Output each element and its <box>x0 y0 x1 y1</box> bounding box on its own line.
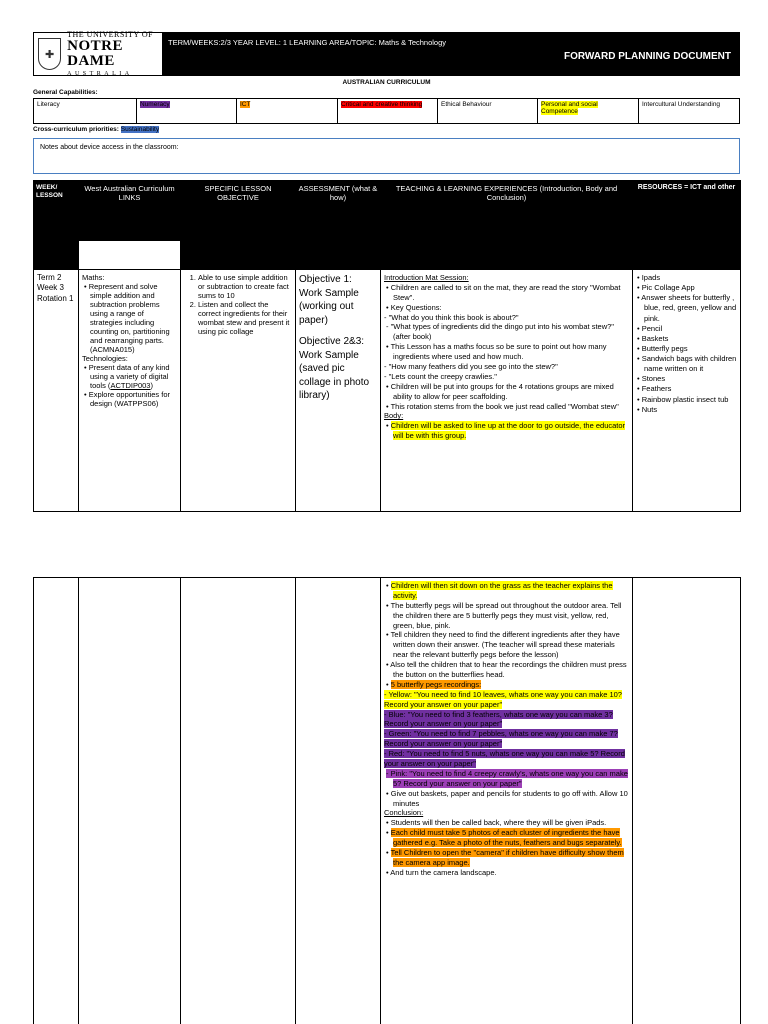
notes-label: Notes about device access in the classroom: <box>40 144 179 151</box>
planning-table <box>33 180 741 512</box>
capability-ict: ICT <box>237 99 338 123</box>
cell-objectives <box>181 270 296 512</box>
cell-teaching: • Children will then sit down on the grass as the teacher explains the activity. • The butterfly pegs will be spread out throughout the outdoor area. Tell the children there are 5 butterfly pegs they must visit, yellow, red, green, blue, pink. • Tell children they need to find the different ingredients after they have written down their answer. (The teacher will spread these materials near the relevant butterfly pegs before the lesson) • Also tell the children that to hear the recordings the children must press the button on the butterflies head. • 5 butterfly pegs recordings: - Yellow: "You need to find 10 leaves, whats one way you can make 10? Record your answer on your paper" - Blue: "You need to find 3 feathers, whats one way you can make 3? Record your answer on your paper" - Green: "You need to find 7 pebbles, whats one way you can make 7? Record your answer on your paper" - Red: "You need to find 5 nuts, whats one way you can make 5? Record your answer on your paper" - Pink: "You need to find 4 creepy crawly's, whats one way you can make 5? Record your answer on your paper" • Give out baskets, paper and pencils for students to go off with. Allow 10 minutes Conclusion: • Students will then be called back, where they will be given iPads. • Each child must take 5 photos of each cluster of ingredients the have gathered e.g. Take a photo of the nuts, feathers and bugs separately. • Tell Children to open the "camera" if children have difficulty show them the camera app image. • And turn the camera landscape. <box>381 578 633 1024</box>
objective-item: 2. Listen and collect the correct ingredients for their wombat stew and present it using pic collage <box>198 300 292 336</box>
capability-personal-social: Personal and social Competence <box>538 99 639 123</box>
cell-objectives <box>181 578 296 1024</box>
capability-numeracy: Numeracy <box>137 99 237 123</box>
capability-intercultural: Intercultural Understanding <box>642 101 721 108</box>
cell-resources <box>633 578 741 1024</box>
cross-curriculum-value: Sustainability <box>120 126 160 133</box>
wa-tech-item: • Present data of any kind using a variety of digital tools (ACTDIP003) <box>84 363 170 390</box>
capability-ethical: Ethical Behaviour <box>438 99 538 123</box>
resource-item: • Rainbow plastic insect tub <box>637 394 729 404</box>
resource-item: • Baskets <box>637 333 669 343</box>
header-teaching: TEACHING & LEARNING EXPERIENCES (Introduction, Body and Conclusion) <box>381 181 633 270</box>
resource-item: • Butterfly pegs <box>637 343 688 353</box>
resource-item: • Nuts <box>637 404 658 414</box>
resource-item: • Feathers <box>637 384 672 394</box>
header-wa: West Australian Curriculum LINKS <box>79 181 181 241</box>
cell-teaching: Introduction Mat Session: • Children are called to sit on the mat, they are read the story "Wombat Stew". • Key Questions: - "What do you think this book is about?" - "What types of ingredients did the dingo put into his wombat stew?" (after book) • This Lesson has a maths focus so be sure to point out how many ingredients where used and how much. - "How many feathers did you see go into the stew?" - "Lets count the creepy crawlies." • Children will be put into groups for the 4 rotations groups are mixed ability to allow for peer scaffolding. • This rotation stems from the book we just read called "Wombat stew" Body: • Children will be asked to line up at the door to go outside, the educator will be with this group. <box>381 270 633 512</box>
wa-tech-item: • Explore opportunities for design (WATPPS06) <box>84 390 171 408</box>
notes-box <box>33 138 740 174</box>
capability-literacy: Literacy <box>34 99 137 123</box>
cell-week <box>34 578 79 1024</box>
objective-item: 1. Able to use simple addition or subtraction to create fact sums to 10 <box>198 273 292 300</box>
crest-icon: ✚ <box>38 38 61 70</box>
document-title: FORWARD PLANNING DOCUMENT <box>563 51 731 62</box>
university-logo <box>34 30 162 77</box>
header-week: WEEK/ LESSON <box>34 181 79 270</box>
header-resources: RESOURCES = ICT and other <box>633 181 741 270</box>
resource-item: • Pic Collage App <box>637 283 695 293</box>
cross-curriculum-label: Cross-curriculum priorities: <box>33 126 119 133</box>
logo-line3: AUSTRALIA <box>67 71 133 77</box>
cell-wa <box>79 578 181 1024</box>
capability-critical-thinking: Critical and creative thinking <box>338 99 438 123</box>
wa-maths-item: • Represent and solve simple addition and subtraction problems using a range of strategies including counting on, partitioning and rearranging parts. (ACMNA015) <box>84 282 170 354</box>
cell-assessment <box>296 270 381 512</box>
term-line: TERM/WEEKS:2/3 YEAR LEVEL: 1 LEARNING AREA/TOPIC: Maths & Technology <box>168 38 447 47</box>
cell-assessment <box>296 578 381 1024</box>
capabilities-row <box>33 98 740 124</box>
assessment-2: Objective 2&3: Work Sample (saved pic collage in photo library) <box>299 336 370 401</box>
resource-item: • Ipads <box>637 273 661 282</box>
logo-line1: THE UNIVERSITY OF <box>67 30 154 39</box>
resource-item: • Answer sheets for butterfly , blue, red, green, yellow and pink. <box>637 293 737 323</box>
cross-curriculum-row <box>33 126 159 133</box>
logo-line2: NOTRE DAME <box>67 38 123 69</box>
header-objective: SPECIFIC LESSON OBJECTIVE <box>181 181 296 270</box>
cell-resources <box>633 270 741 512</box>
general-capabilities-label: General Capabilities: <box>33 89 98 96</box>
assessment-1: Objective 1: Work Sample (working out paper) <box>299 274 359 326</box>
header-assessment: ASSESSMENT (what & how) <box>296 181 381 270</box>
document-header <box>33 32 740 76</box>
australian-curriculum-heading: AUSTRALIAN CURRICULUM <box>342 79 431 86</box>
table-row <box>34 578 741 1024</box>
resource-item: • Sandwich bags with children name written on it <box>637 354 737 374</box>
cell-wa: Maths: • Represent and solve simple addition and subtraction problems using a range of strategies including counting on, partitioning and rearranging parts. (ACMNA015) Technologies: • Present data of any kind using a variety of digital tools (ACTDIP003) • Explore opportunities for design (WATPPS06) <box>79 270 181 512</box>
planning-table-continued <box>33 577 741 1024</box>
cell-week: Term 2 Week 3 Rotation 1 <box>34 270 79 512</box>
resource-item: • Stones <box>637 374 666 384</box>
resource-item: • Pencil <box>637 323 663 333</box>
table-row <box>34 270 741 512</box>
header-bar <box>162 33 739 75</box>
header-wa-sub <box>79 241 181 270</box>
